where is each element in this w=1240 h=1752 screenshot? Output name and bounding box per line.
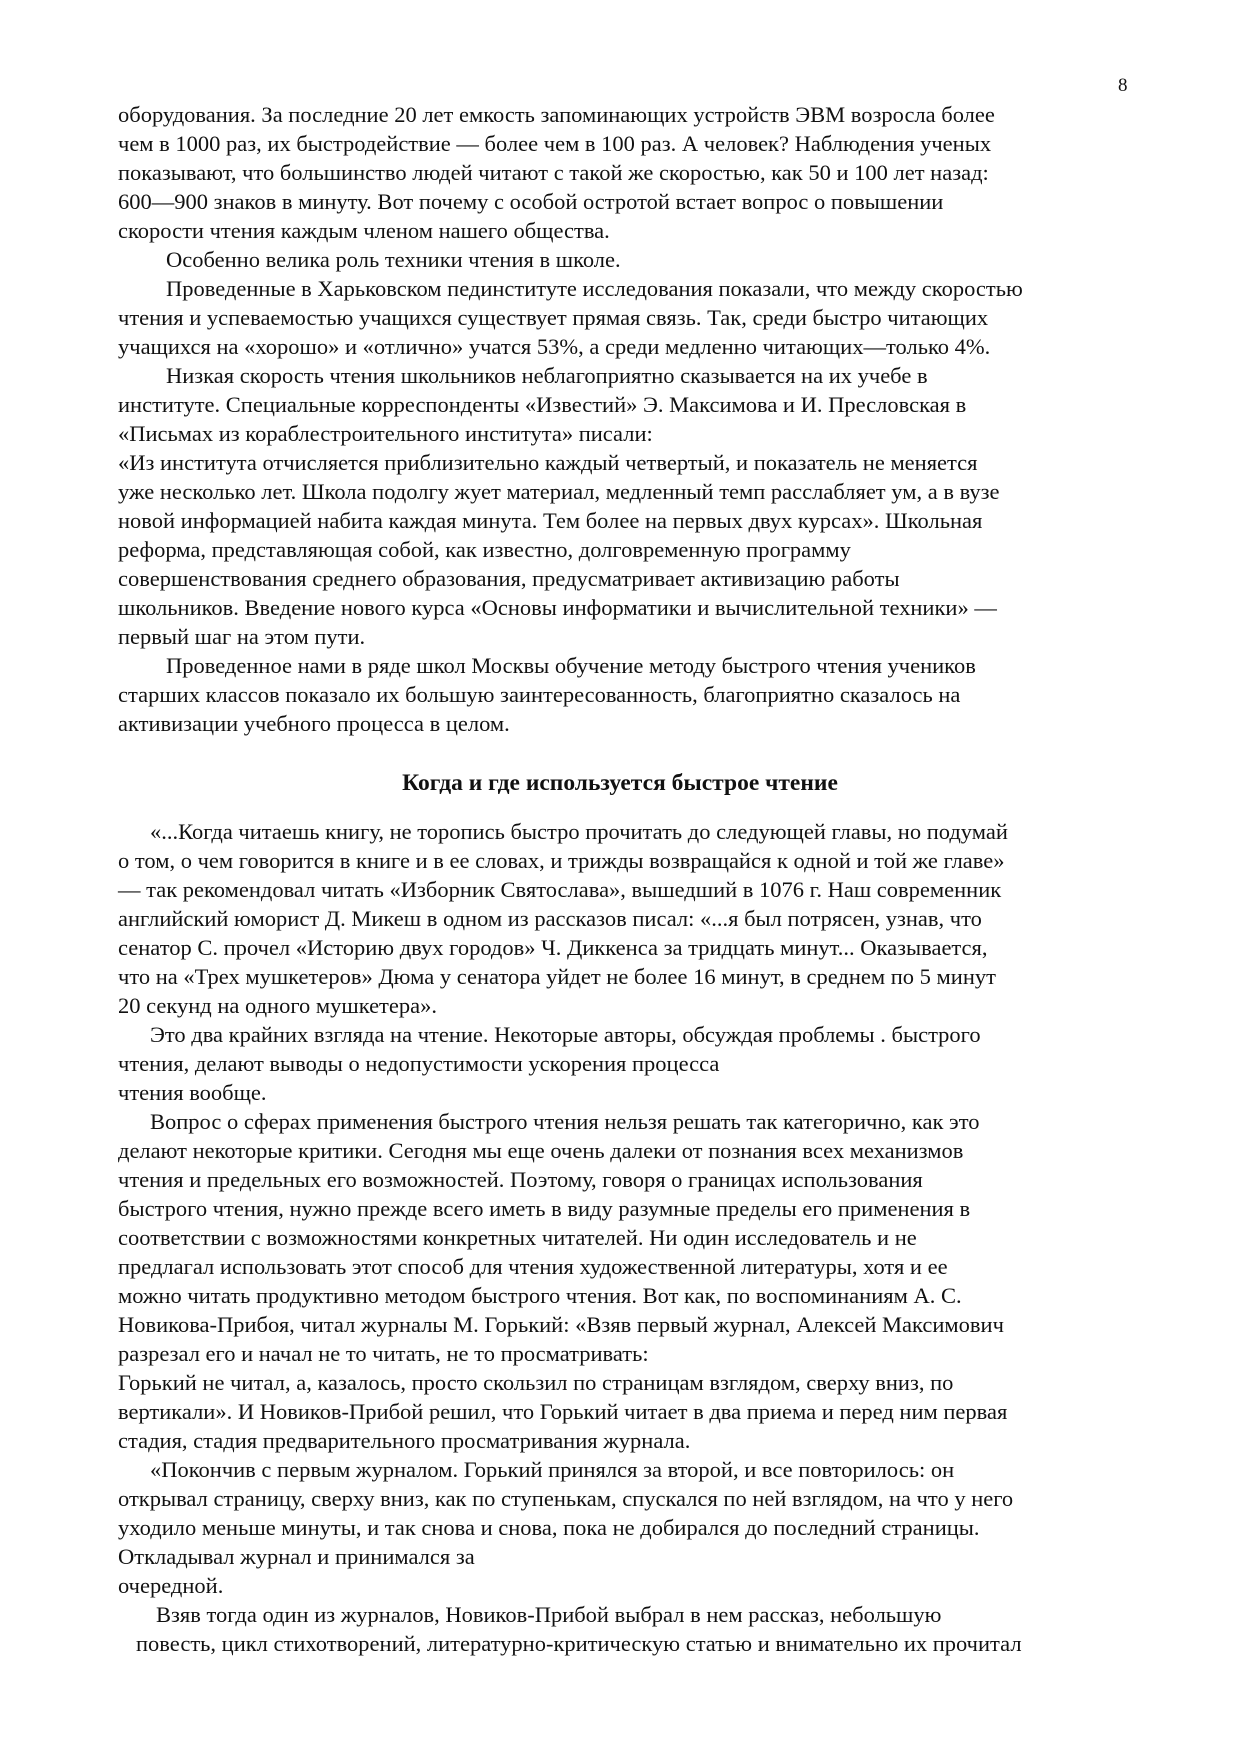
text-line: первый шаг на этом пути. [118,624,366,649]
text-line: новой информацией набита каждая минута. Тем более на первых двух курсах». Школьная [118,508,983,533]
text-line: чтения, делают выводы о недопустимости ускорения процесса [118,1051,720,1076]
text-line: скорости чтения каждым членом нашего общества. [118,218,610,243]
text-line: открывал страницу, сверху вниз, как по ступенькам, спускался по ней взглядом, на что у него [118,1486,1014,1511]
text-line: уже несколько лет. Школа подолгу жует материал, медленный темп расслабляет ум, а в вузе [118,479,1000,504]
text-line: Проведенные в Харьковском пединституте исследования показали, что между скоростью [166,276,1023,301]
text-line: соответствии с возможностями конкретных читателей. Ни один исследователь и не [118,1225,917,1250]
text-line: 20 секунд на одного мушкетера». [118,993,437,1018]
text-line: можно читать продуктивно методом быстрого чтения. Вот как, по воспоминаниям А. С. [118,1283,962,1308]
text-line: очередной. [118,1573,224,1598]
text-line: предлагал использовать этот способ для чтения художественной литературы, хотя и ее [118,1254,948,1279]
text-line: вертикали». И Новиков-Прибой решил, что Горький читает в два приема и перед ним первая [118,1399,1008,1424]
text-line: стадия, стадия предварительного просматривания журнала. [118,1428,691,1453]
text-line: институте. Специальные корреспонденты «Известий» Э. Максимова и И. Пресловская в [118,392,967,417]
text-line: разрезал его и начал не то читать, не то просматривать: [118,1341,649,1366]
text-line: «Покончив с первым журналом. Горький принялся за второй, и все повторилось: он [150,1457,955,1482]
text-line: быстрого чтения, нужно прежде всего иметь в виду разумные пределы его применения в [118,1196,971,1221]
text-line: что на «Трех мушкетеров» Дюма у сенатора уйдет не более 16 минут, в среднем по 5 минут [118,964,996,989]
text-line: «Из института отчисляется приблизительно каждый четвертый, и показатель не меняется [118,450,978,475]
text-line: активизации учебного процесса в целом. [118,711,510,736]
text-line: Горький не читал, а, казалось, просто скользил по страницам взглядом, сверху вниз, по [118,1370,954,1395]
text-line: Новикова-Прибоя, читал журналы М. Горький: «Взяв первый журнал, Алексей Максимович [118,1312,1004,1337]
text-line: английский юморист Д. Микеш в одном из рассказов писал: «...я был потрясен, узнав, что [118,906,982,931]
text-line: школьников. Введение нового курса «Основы информатики и вычислительной техники» — [118,595,997,620]
text-line: повесть, цикл стихотворений, литературно-критическую статью и внимательно их прочитал [136,1631,1022,1656]
text-line: чтения и предельных его возможностей. Поэтому, говоря о границах использования [118,1167,923,1192]
text-line: реформа, представляющая собой, как известно, долговременную программу [118,537,851,562]
text-line: чтения и успеваемостью учащихся существует прямая связь. Так, среди быстро читающих [118,305,989,330]
text-line: «...Когда читаешь книгу, не торопись быстро прочитать до следующей главы, но подумай [150,819,1008,844]
text-line: Откладывал журнал и принимался за [118,1544,475,1569]
text-line: старших классов показало их большую заинтересованность, благоприятно сказалось на [118,682,961,707]
text-line: — так рекомендовал читать «Изборник Святослава», вышедший в 1076 г. Наш современник [118,877,1002,902]
text-line: Это два крайних взгляда на чтение. Некоторые авторы, обсуждая проблемы . быстрого [150,1022,981,1047]
text-line: уходило меньше минуты, и так снова и снова, пока не добирался до последний страницы. [118,1515,980,1540]
text-line: Вопрос о сферах применения быстрого чтения нельзя решать так категорично, как это [150,1109,980,1134]
section-heading: Когда и где используется быстрое чтение [402,770,838,796]
text-line: показывают, что большинство людей читают с такой же скоростью, как 50 и 100 лет назад: [118,160,989,185]
text-line: «Письмах из кораблестроительного института» писали: [118,421,653,446]
text-line: Особенно велика роль техники чтения в школе. [166,247,621,272]
text-line: о том, о чем говорится в книге и в ее словах, и трижды возвращайся к одной и той же главе» [118,848,1005,873]
text-line: Взяв тогда один из журналов, Новиков-Прибой выбрал в нем рассказ, небольшую [156,1602,942,1627]
page-number: 8 [1118,75,1128,96]
text-line: чтения вообще. [118,1080,267,1105]
text-line: чем в 1000 раз, их быстродействие — более чем в 100 раз. А человек? Наблюдения ученых [118,131,992,156]
text-line: совершенствования среднего образования, предусматривает активизацию работы [118,566,900,591]
text-line: 600—900 знаков в минуту. Вот почему с особой остротой встает вопрос о повышении [118,189,944,214]
text-line: Низкая скорость чтения школьников неблагоприятно сказывается на их учебе в [166,363,928,388]
text-line: делают некоторые критики. Сегодня мы еще очень далеки от познания всех механизмов [118,1138,964,1163]
text-line: сенатор С. прочел «Историю двух городов» Ч. Диккенса за тридцать минут... Оказывается, [118,935,988,960]
text-line: Проведенное нами в ряде школ Москвы обучение методу быстрого чтения учеников [166,653,976,678]
text-line: учащихся на «хорошо» и «отлично» учатся 53%, а среди медленно читающих—только 4%. [118,334,991,359]
text-line: оборудования. За последние 20 лет емкость запоминающих устройств ЭВМ возросла более [118,102,995,127]
